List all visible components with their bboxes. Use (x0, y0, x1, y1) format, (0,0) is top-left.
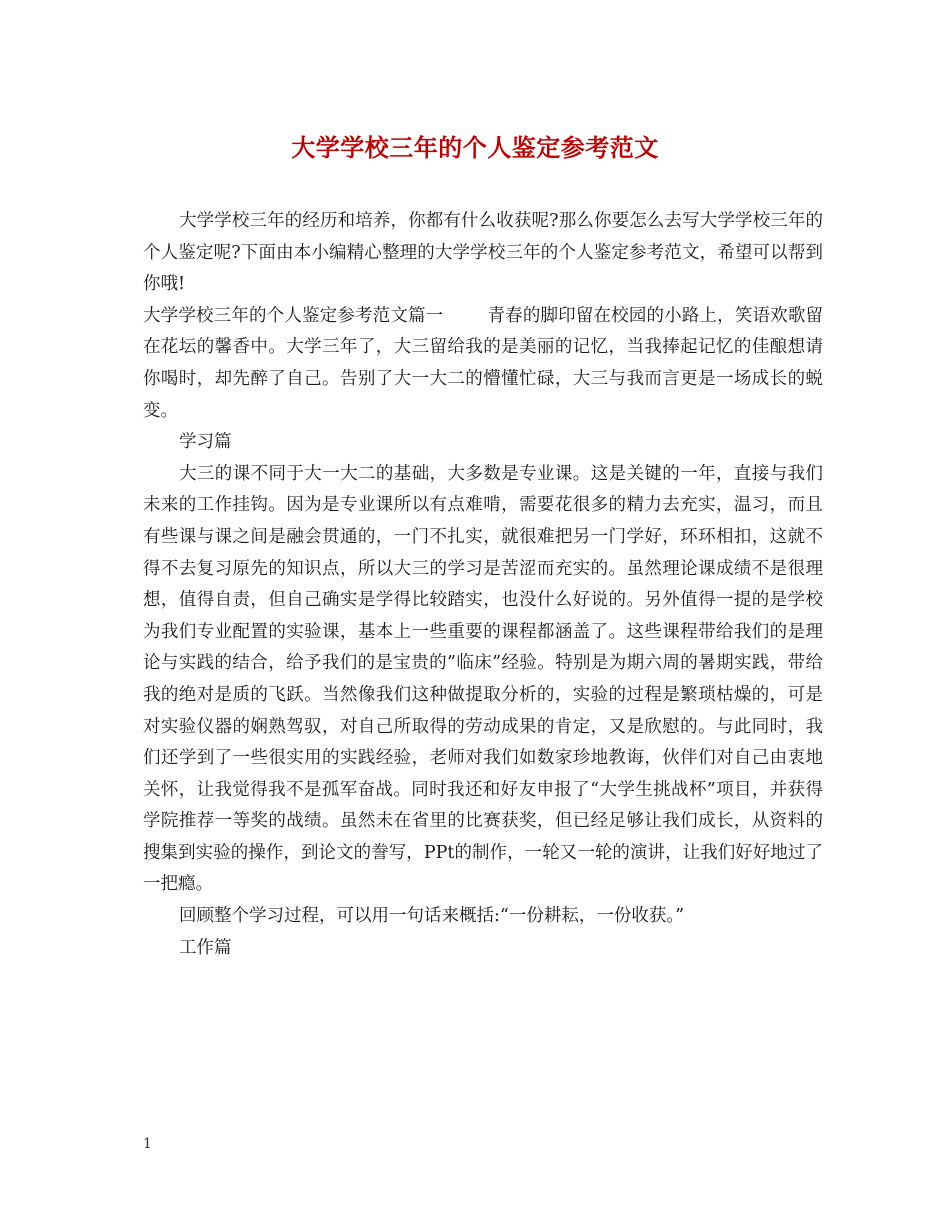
section-one-paragraph (143, 301, 823, 427)
heading-work: 工作篇 (179, 937, 232, 958)
document-body (143, 206, 823, 964)
page-number: 1 (143, 1136, 152, 1152)
study-paragraph: 大三的课不同于大一大二的基础，大多数是专业课。这是关键的一年，直接与我们未来的工作挂钩。因为是专业课所以有点难啃，需要花很多的精力去充实，温习，而且有些课与课之间是融会贯通的，一门不扎实，就很难把另一门学好，环环相扣，这就不得不去复习原先的知识点，所以大三的学习是苦涩而充实的。虽然理论课成绩不是很理想，值得自责，但自己确实是学得比较踏实，也没什么好说的。另外值得一提的是学校为我们专业配置的实验课，基本上一些重要的课程都涵盖了。这些课程带给我们的是理论与实践的结合，给予我们的是宝贵的”临床”经验。特别是为期六周的暑期实践，带给我的绝对是质的飞跃。当然像我们这种做提取分析的，实验的过程是繁琐枯燥的，可是对实验仪器的娴熟驾驭，对自己所取得的劳动成果的肯定，又是欣慰的。与此同时，我们还学到了一些很实用的实践经验，老师对我们如数家珍地教诲，伙伴们对自己由衷地关怀，让我觉得我不是孤军奋战。同时我还和好友申报了“大学生挑战杯”项目，并获得学院推荐一等奖的战绩。虽然未在省里的比赛获奖，但已经足够让我们成长，从资料的搜集到实验的操作，到论文的誊写，PPt的制作，一轮又一轮的演讲，让我们好好地过了一把瘾。 (143, 463, 823, 895)
section-title: 大学学校三年的个人鉴定参考范文篇一 (143, 305, 444, 326)
summary-paragraph: 回顾整个学习过程，可以用一句话来概括:“一份耕耘，一份收获。” (179, 906, 685, 927)
intro-paragraph: 大学学校三年的经历和培养，你都有什么收获呢?那么你要怎么去写大学学校三年的个人鉴定呢?下面由本小编精心整理的大学学校三年的个人鉴定参考范文，希望可以帮到你哦! (143, 211, 823, 295)
heading-study: 学习篇 (179, 432, 232, 453)
document-title: 大学学校三年的个人鉴定参考范文 (291, 133, 659, 162)
section-opening-text: 青春的脚印留在校园的小路上，笑语欢歌留在花坛的馨香中。大学三年了，大三留给我的是美丽的记忆，当我捧起记忆的佳酿想请你喝时，却先醉了自己。告别了大一大二的懵懂忙碌，大三与我而言更是一场成长的蜕变。 (143, 305, 824, 421)
